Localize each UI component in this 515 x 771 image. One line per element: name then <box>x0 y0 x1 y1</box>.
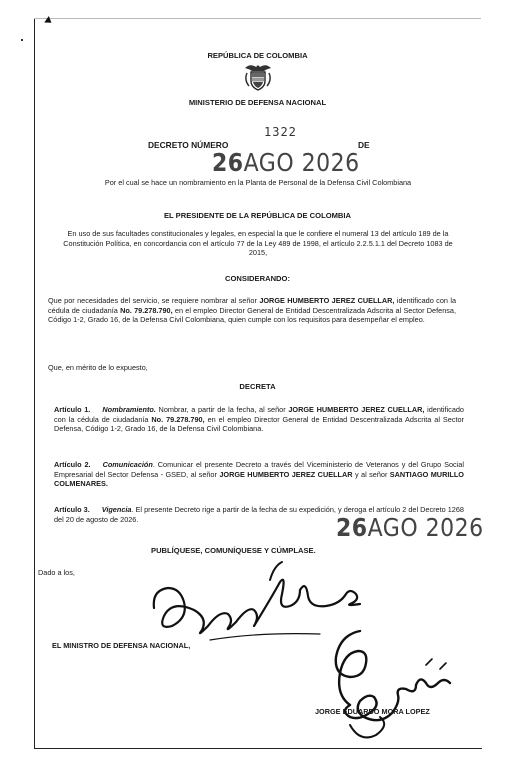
reason-paragraph <box>48 296 456 325</box>
coat-of-arms-icon <box>242 62 274 97</box>
scan-speck <box>21 39 23 41</box>
page-top-edge <box>34 18 481 19</box>
article-2 <box>54 460 464 489</box>
article-1-text-1: Nombrar, a partir de la fecha, al señor <box>155 405 289 414</box>
article-1-name: JORGE HUMBERTO JEREZ CUELLAR, <box>288 405 425 414</box>
decree-subject: Por el cual se hace un nombramiento en la Planta de Personal de la Defensa Civil Colombiana <box>104 178 412 187</box>
article-2-text-2: y al señor <box>352 469 390 479</box>
article-2-text-1: . Comunicar el presente Decreto a través del Viceministerio de Veteranos y del Grupo Social Empresarial del Sector Defensa - GSED, al señor <box>54 460 464 479</box>
article-3-label: Artículo 3. <box>54 505 90 514</box>
minister-signature <box>320 625 490 760</box>
ministry-heading: MINISTERIO DE DEFENSA NACIONAL <box>188 98 327 107</box>
date-stamp <box>212 149 360 178</box>
article-3-title: Vigencia <box>101 505 132 514</box>
publish-line: PUBLÍQUESE, COMUNÍQUESE Y CÚMPLASE. <box>151 546 316 555</box>
article-2-name-2: SANTIAGO MURILLO COLMENARES. <box>54 469 464 489</box>
considering-heading: CONSIDERANDO: <box>225 274 290 283</box>
given-line: Dado a los, <box>38 568 75 577</box>
reason-text-1: Que por necesidades del servicio, se requiere nombrar al señor <box>48 296 260 305</box>
powers-paragraph: En uso de sus facultades constitucionales y legales, en especial la que le confiere el numeral 13 del artículo 189 de la Constitución Política, en concordancia con el artículo 77 de la Ley 489 de 1998, el artículo 2.2.5.1.1 del Decreto 1083 de 2015, <box>63 229 453 258</box>
decrees-heading: DECRETA <box>239 382 276 391</box>
article-2-label: Artículo 2. <box>54 460 91 469</box>
signing-date-day: 26 <box>336 514 368 543</box>
reason-text-3: en el empleo Director General de Entidad Descentralizada Adscrita al Sector Defensa, Código 1-2, Grado 16, de la Defensa Civil Colombiana, quien cumple con los requisitos para desempeñar el empleo. <box>48 305 456 325</box>
therefore-line: Que, en mérito de lo expuesto, <box>48 363 148 372</box>
decree-number: 1322 <box>264 125 297 139</box>
article-2-title: Comunicación <box>102 460 153 469</box>
president-heading: EL PRESIDENTE DE LA REPÚBLICA DE COLOMBIA <box>163 211 352 220</box>
article-1-text-3: en el empleo Director General de Entidad Descentralizada Adscrita al Sector Defensa, Código 1-2, Grado 16, de la Defensa Civil Colombiana. <box>54 414 464 434</box>
article-1 <box>54 405 464 434</box>
signing-date-stamp <box>336 514 484 543</box>
article-1-text-2: identificado con la cédula de ciudadanía <box>54 405 464 424</box>
country-heading: REPÚBLICA DE COLOMBIA <box>207 51 308 60</box>
article-2-name-1: JORGE HUMBERTO JEREZ CUELLAR <box>219 469 353 479</box>
reason-name: JORGE HUMBERTO JEREZ CUELLAR, <box>259 296 395 305</box>
signer-name: JORGE EDUARDO MORA LOPEZ <box>315 707 430 716</box>
date-stamp-rest: AGO 2026 <box>243 149 360 178</box>
article-1-title: Nombramiento. <box>102 405 156 414</box>
reason-text-2: identificado con la cédula de ciudadanía <box>48 296 457 315</box>
minister-label: EL MINISTRO DE DEFENSA NACIONAL, <box>52 641 191 650</box>
decree-of-label: DE <box>358 140 370 150</box>
article-1-id: No. 79.278.790, <box>151 414 205 424</box>
signing-date-rest: AGO 2026 <box>367 514 484 543</box>
decree-number-label: DECRETO NÚMERO <box>148 140 229 150</box>
article-3-text-1: . El presente Decreto rige a partir de la fecha de su expedición, y deroga el artículo 2 del Decreto 1268 del 20 de agosto de 2026. <box>54 505 464 524</box>
article-1-label: Artículo 1. <box>54 405 91 414</box>
reason-id: No. 79.278.790, <box>120 305 173 315</box>
date-stamp-day: 26 <box>212 149 244 178</box>
